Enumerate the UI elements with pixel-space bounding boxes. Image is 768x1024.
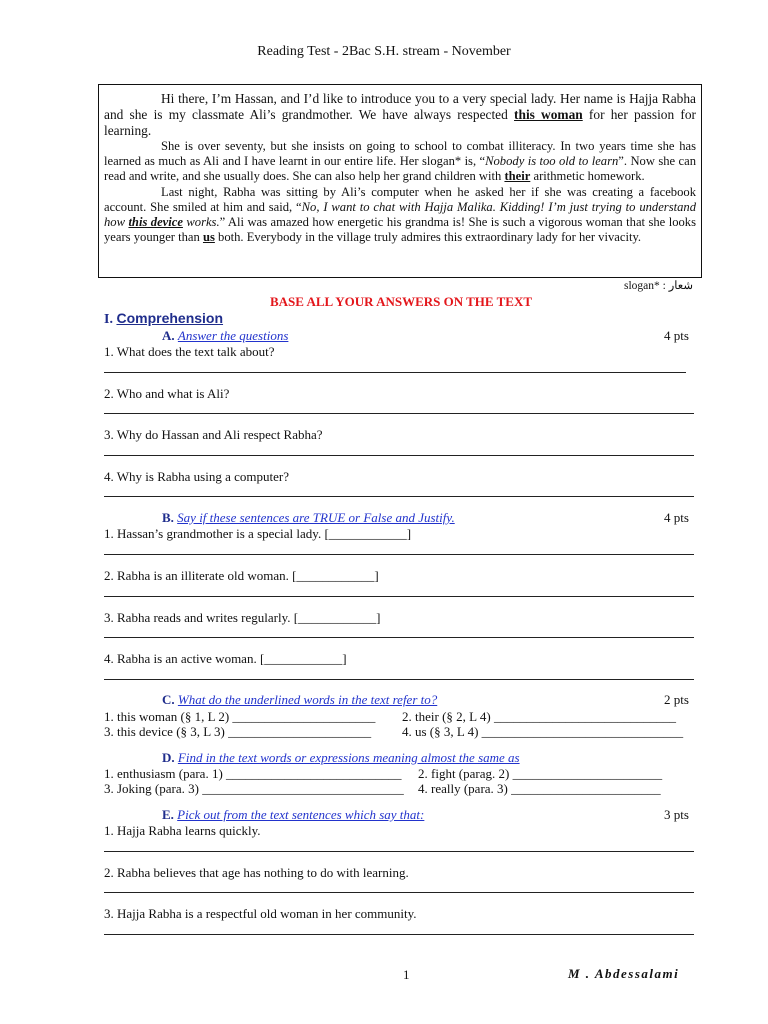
- refer-row-2-right[interactable]: 4. us (§ 3, L 4) _______________________________: [402, 724, 684, 739]
- part-c-points: 2 pts: [664, 692, 689, 707]
- passage-paragraph-1: Hi there, I’m Hassan, and I’d like to introduce you to a very special lady. Her name is Hajja Rabha and she is my classmate Ali’s grandmother. We have always respected this woman for her passion for learning.: [104, 91, 697, 138]
- answer-line[interactable]: [104, 934, 694, 935]
- section-heading: I. Comprehension: [104, 310, 224, 327]
- part-e-heading: E. Pick out from the text sentences which say that:: [162, 807, 425, 822]
- synonym-row-2-right[interactable]: 4. really (para. 3) _______________________: [418, 781, 661, 796]
- answer-line[interactable]: [104, 455, 694, 456]
- answer-line[interactable]: [104, 637, 694, 638]
- question-a1: 1. What does the text talk about?: [104, 344, 275, 359]
- refer-row-1-left[interactable]: 1. this woman (§ 1, L 2) ______________________: [104, 709, 376, 724]
- part-a-points: 4 pts: [664, 328, 689, 343]
- answer-line[interactable]: [104, 892, 694, 893]
- question-b2: 2. Rabha is an illiterate old woman. [____________]: [104, 568, 379, 583]
- passage-paragraph-3: Last night, Rabha was sitting by Ali’s computer when he asked her if she was creating a facebook account. She smiled at him and said, “No, I want to chat with Hajja Malika. Kidding! I’m just trying to understand how this device works.” Ali was amazed how energetic his grandma is! She is such a vigorous woman that she looks years younger than us both. Everybody in the village truly admires this extraordinary lady for her vivacity.: [104, 184, 696, 245]
- underlined-their: their: [504, 169, 531, 184]
- underlined-this-device: this device: [128, 215, 183, 230]
- part-a-heading: A. Answer the questions: [162, 328, 289, 343]
- answer-line[interactable]: [104, 851, 694, 852]
- glossary-note: slogan* : شعار: [624, 280, 693, 292]
- reading-passage: [98, 84, 702, 278]
- question-b3: 3. Rabha reads and writes regularly. [____________]: [104, 610, 381, 625]
- question-e2: 2. Rabha believes that age has nothing to do with learning.: [104, 865, 409, 880]
- page-number: 1: [403, 967, 410, 982]
- underlined-this-woman: this woman: [514, 107, 583, 122]
- page-title: Reading Test - 2Bac S.H. stream - November: [257, 44, 511, 59]
- answer-line[interactable]: [104, 679, 694, 680]
- instruction-banner: BASE ALL YOUR ANSWERS ON THE TEXT: [269, 294, 532, 309]
- part-b-heading: B. Say if these sentences are TRUE or False and Justify.: [162, 510, 455, 525]
- synonym-row-1-left[interactable]: 1. enthusiasm (para. 1) ___________________________: [104, 766, 402, 781]
- question-e3: 3. Hajja Rabha is a respectful old woman in her community.: [104, 906, 417, 921]
- underlined-us: us: [202, 230, 215, 245]
- refer-row-1-right[interactable]: 2. their (§ 2, L 4) ____________________________: [402, 709, 676, 724]
- answer-line[interactable]: [104, 413, 694, 414]
- author-signature: M . Abdessalami: [568, 966, 680, 981]
- passage-paragraph-2: She is over seventy, but she insists on going to school to combat illiteracy. In two years time she has learned as much as Ali and I have learnt in our entire life. Her slogan* is, “Nobody is too old to learn”. Now she can read and write, and she usually does. She can also help her grand children with their arithmetic homework.: [104, 139, 697, 184]
- question-e1: 1. Hajja Rabha learns quickly.: [104, 823, 261, 838]
- answer-line[interactable]: [104, 496, 694, 497]
- answer-line[interactable]: [104, 596, 694, 597]
- question-a3: 3. Why do Hassan and Ali respect Rabha?: [104, 427, 323, 442]
- section-title: Comprehension: [116, 310, 224, 326]
- question-a2: 2. Who and what is Ali?: [104, 386, 230, 401]
- question-b4: 4. Rabha is an active woman. [____________]: [104, 651, 347, 666]
- question-a4: 4. Why is Rabha using a computer?: [104, 469, 289, 484]
- part-e-points: 3 pts: [664, 807, 689, 822]
- question-b1: 1. Hassan’s grandmother is a special lady. [____________]: [104, 526, 412, 541]
- answer-line[interactable]: [104, 372, 686, 373]
- synonym-row-2-left[interactable]: 3. Joking (para. 3) _______________________________: [104, 781, 404, 796]
- part-c-heading: C. What do the underlined words in the text refer to?: [162, 692, 438, 707]
- synonym-row-1-right[interactable]: 2. fight (parag. 2) _______________________: [418, 766, 663, 781]
- refer-row-2-left[interactable]: 3. this device (§ 3, L 3) ______________________: [104, 724, 372, 739]
- part-d-heading: D. Find in the text words or expressions meaning almost the same as: [162, 750, 520, 765]
- answer-line[interactable]: [104, 554, 694, 555]
- part-b-points: 4 pts: [664, 510, 689, 525]
